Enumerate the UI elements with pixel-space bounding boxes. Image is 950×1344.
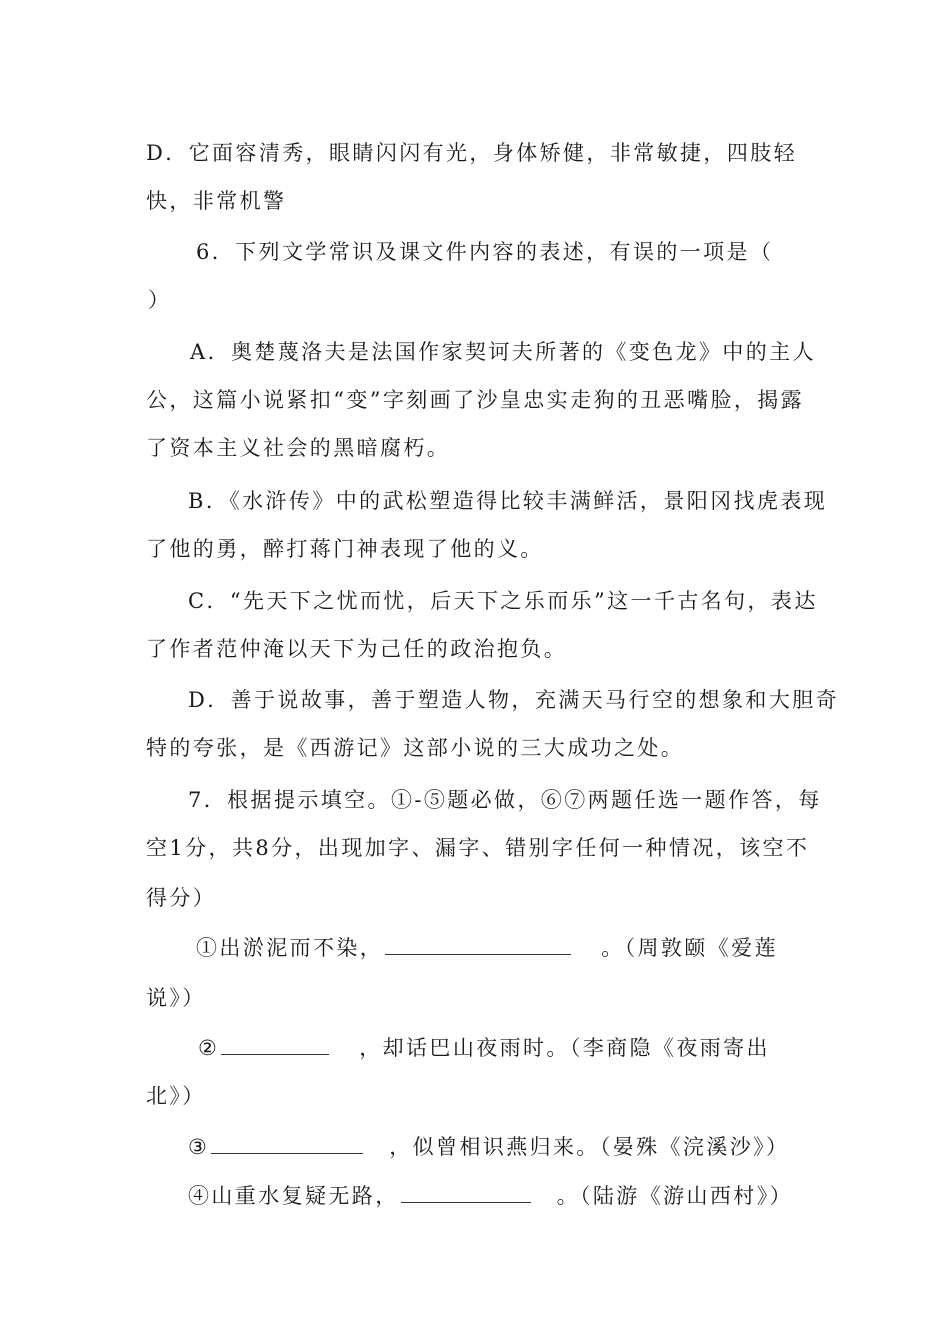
question-6-option-d-line-2: 特的夸张，是《西游记》这部小说的三大成功之处。 — [146, 736, 685, 760]
item-2-prefix: ② — [198, 1036, 220, 1060]
item-2-suffix: ，却话巴山夜雨时。（李商隐《夜雨寄出 — [359, 1036, 770, 1060]
question-6-option-d-line-1: D．善于说故事，善于塑造人物，充满天马行空的想象和大胆奇 — [188, 688, 840, 712]
question-7-item-2-line-2: 北》） — [146, 1084, 206, 1108]
question-7-item-2 — [198, 1034, 770, 1062]
item-2-answer-blank[interactable] — [221, 1034, 329, 1055]
item-4-suffix: 。（陆游《游山西村》） — [556, 1184, 794, 1208]
item-1-suffix: 。（周敦颐《爱莲 — [601, 936, 778, 960]
question-6-option-b-line-1: B．《水浒传》中的武松塑造得比较丰满鲜活，景阳冈找虎表现 — [188, 489, 828, 513]
item-4-prefix: ④山重水复疑无路， — [188, 1184, 399, 1208]
question-6-option-b-line-2: 了他的勇，醉打蒋门神表现了他的义。 — [146, 537, 544, 561]
question-6-option-a-line-2: 公，这篇小说紧扣“变”字刻画了沙皇忠实走狗的丑恶嘴脸，揭露 — [146, 388, 805, 412]
item-1-answer-blank[interactable] — [385, 934, 571, 955]
option-5d-line-2: 快，非常机警 — [146, 189, 287, 213]
question-7-stem-line-3: 得分） — [146, 886, 217, 910]
question-7-item-4 — [188, 1182, 793, 1210]
question-6-stem-line-2: ） — [148, 288, 172, 312]
question-6-option-c-line-2: 了作者范仲淹以天下为己任的政治抱负。 — [146, 637, 568, 661]
question-7-item-3 — [188, 1133, 789, 1161]
question-7-item-1-line-2: 说》） — [146, 986, 206, 1010]
item-3-prefix: ③ — [188, 1135, 210, 1159]
question-6-stem-line-1: 6．下列文学常识及课文件内容的表述，有误的一项是（ — [196, 240, 774, 264]
option-5d-line-1: D．它面容清秀，眼睛闪闪有光，身体矫健，非常敏捷，四肢轻 — [146, 141, 798, 165]
question-7-item-1 — [196, 934, 778, 962]
item-4-answer-blank[interactable] — [401, 1182, 531, 1203]
question-7-stem-line-2: 空1分，共8分，出现加字、漏字、错别字任何一种情况，该空不 — [146, 836, 810, 860]
question-7-stem-line-1: 7．根据提示填空。①-⑤题必做，⑥⑦两题任选一题作答，每 — [188, 788, 822, 812]
question-6-option-a-line-3: 了资本主义社会的黑暗腐朽。 — [146, 436, 451, 460]
item-1-prefix: ①出淤泥而不染， — [196, 936, 384, 960]
item-3-suffix: ，似曾相识燕归来。（晏殊《浣溪沙》） — [389, 1135, 790, 1159]
item-3-answer-blank[interactable] — [211, 1133, 363, 1154]
question-6-option-a-line-1: A．奥楚蔑洛夫是法国作家契诃夫所著的《变色龙》中的主人 — [190, 340, 816, 364]
question-6-option-c-line-1: C．“先天下之忧而忧，后天下之乐而乐”这一千古名句，表达 — [188, 589, 818, 613]
